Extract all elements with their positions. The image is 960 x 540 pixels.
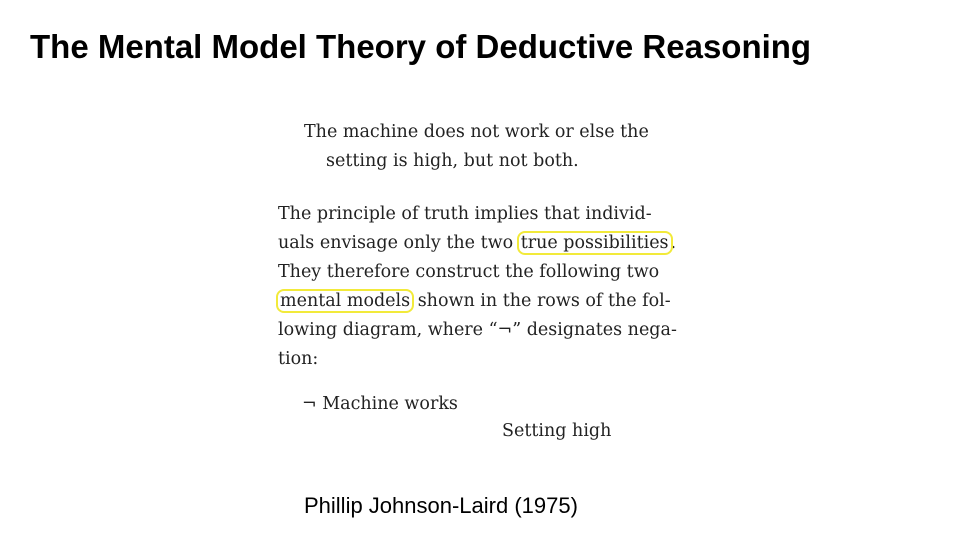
paragraph-line-2 bbox=[278, 229, 676, 258]
paragraph-line-3: They therefore construct the following two bbox=[278, 262, 660, 282]
highlight-true-possibilities: true possibilities bbox=[520, 233, 669, 253]
paragraph-line-5: lowing diagram, where “¬” designates nega- bbox=[278, 320, 677, 340]
premise-line-2: setting is high, but not both. bbox=[326, 151, 579, 171]
paragraph-line-1: The principle of truth implies that individ- bbox=[278, 204, 652, 224]
paragraph-line-4-text: shown in the rows of the fol- bbox=[412, 291, 671, 311]
model-row-1: ¬ Machine works bbox=[302, 394, 458, 414]
paragraph-line-2-end: . bbox=[670, 233, 677, 253]
premise-line-1: The machine does not work or else the bbox=[304, 122, 649, 142]
citation: Phillip Johnson-Laird (1975) bbox=[304, 493, 578, 518]
highlight-mental-models: mental models bbox=[280, 291, 411, 311]
slide-title: The Mental Model Theory of Deductive Reasoning bbox=[30, 28, 812, 65]
paragraph-line-4 bbox=[278, 287, 671, 316]
model-row-2: Setting high bbox=[502, 421, 612, 441]
paragraph-line-2-text: uals envisage only the two bbox=[278, 233, 519, 253]
paragraph-line-6: tion: bbox=[278, 349, 319, 369]
